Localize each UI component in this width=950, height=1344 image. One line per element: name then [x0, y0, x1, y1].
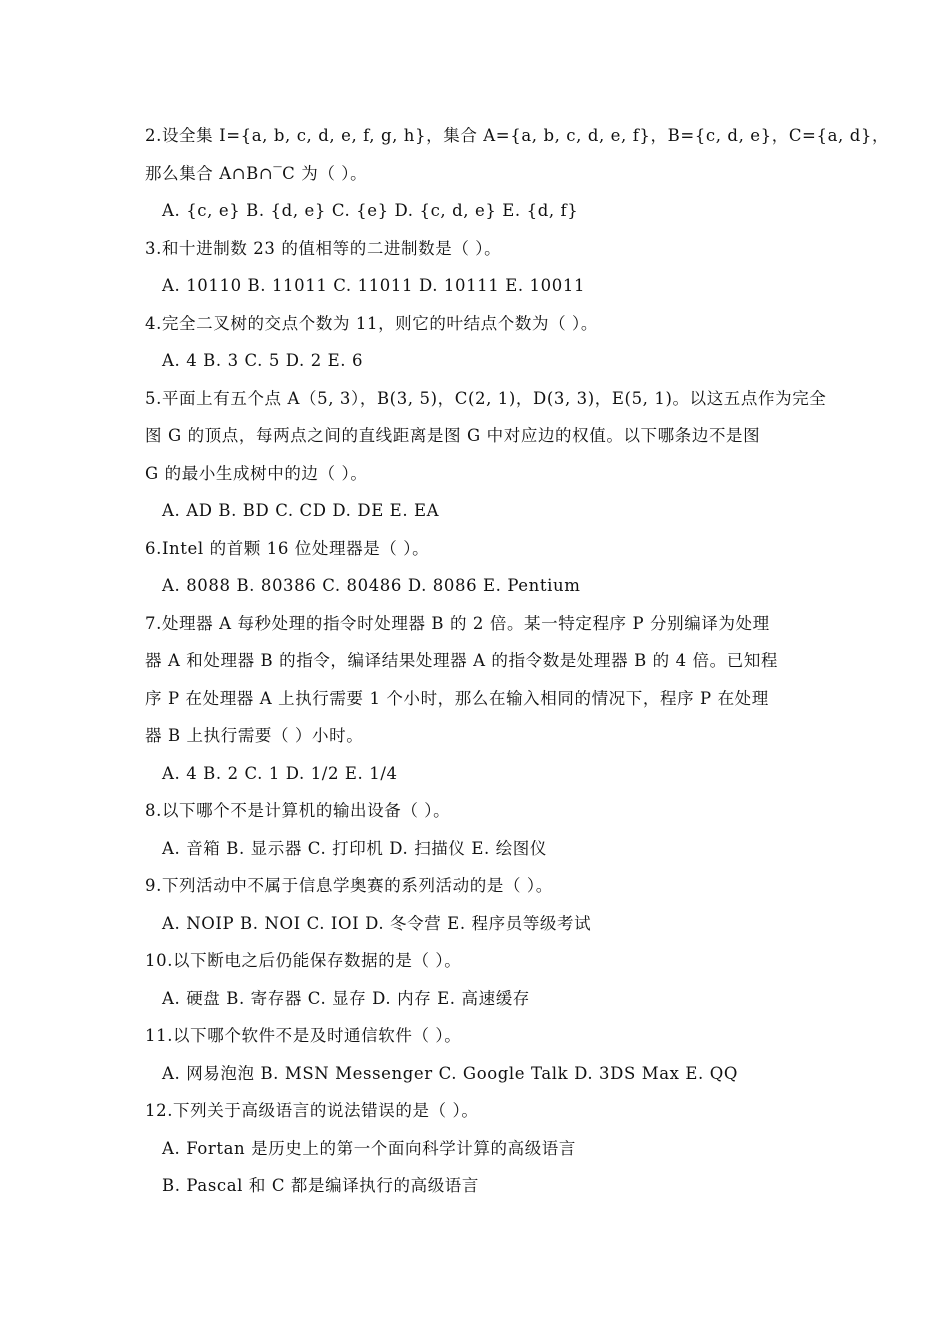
q2-options: A. {c, e} B. {d, e} C. {e} D. {c, d, e} E. {d, f}: [162, 201, 579, 220]
q5-options: A. AD B. BD C. CD D. DE E. EA: [162, 501, 440, 520]
question-list: [145, 117, 890, 1205]
q9-options: A. NOIP B. NOI C. IOI D. 冬令营 E. 程序员等级考试: [162, 913, 592, 933]
q2-line-1: 2.设全集 I={a, b, c, d, e, f, g, h}，集合 A={a, b, c, d, e, f}，B={c, d, e}，C={a, d}，: [145, 126, 890, 145]
q7-line-4: 器 B 上执行需要（ ）小时。: [145, 726, 364, 745]
q4-options: A. 4 B. 3 C. 5 D. 2 E. 6: [162, 351, 364, 370]
q9-line-1: 9.下列活动中不属于信息学奥赛的系列活动的是（ ）。: [145, 876, 553, 895]
q3-line-1: 3.和十进制数 23 的值相等的二进制数是（ ）。: [145, 238, 502, 258]
q12-line-1: 12.下列关于高级语言的说法错误的是（ ）。: [145, 1101, 479, 1120]
q5-line-2: 图 G 的顶点，每两点之间的直线距离是图 G 中对应边的权值。以下哪条边不是图: [145, 426, 761, 445]
q10-line-1: 10.以下断电之后仍能保存数据的是（ ）。: [145, 951, 462, 970]
q12-option-a: A. Fortan 是历史上的第一个面向科学计算的高级语言: [162, 1138, 577, 1158]
q2-line-2: 那么集合 A∩B∩‾C 为（ ）。: [145, 163, 368, 183]
q11-options: A. 网易泡泡 B. MSN Messenger C. Google Talk D. 3DS Max E. QQ: [162, 1063, 738, 1083]
q7-options: A. 4 B. 2 C. 1 D. 1/2 E. 1/4: [162, 763, 398, 783]
q8-line-1: 8.以下哪个不是计算机的输出设备（ ）。: [145, 801, 451, 820]
q6-line-1: 6.Intel 的首颗 16 位处理器是（ ）。: [145, 538, 430, 558]
q7-line-2: 器 A 和处理器 B 的指令，编译结果处理器 A 的指令数是处理器 B 的 4 倍。已知程: [145, 651, 779, 670]
q12-option-b: B. Pascal 和 C 都是编译执行的高级语言: [162, 1176, 479, 1195]
q7-line-3: 序 P 在处理器 A 上执行需要 1 个小时，那么在输入相同的情况下，程序 P 在处理: [145, 688, 769, 708]
q11-line-1: 11.以下哪个软件不是及时通信软件（ ）。: [145, 1026, 462, 1045]
q5-line-3: G 的最小生成树中的边（ ）。: [145, 463, 368, 483]
q6-options: A. 8088 B. 80386 C. 80486 D. 8086 E. Pentium: [162, 576, 581, 595]
q3-options: A. 10110 B. 11011 C. 11011 D. 10111 E. 10011: [162, 276, 586, 295]
q4-line-1: 4.完全二叉树的交点个数为 11，则它的叶结点个数为（ ）。: [145, 313, 598, 333]
q5-line-1: 5.平面上有五个点 A（5, 3），B(3, 5)，C(2, 1)，D(3, 3)，E(5, 1)。以这五点作为完全: [145, 388, 827, 408]
q10-options: A. 硬盘 B. 寄存器 C. 显存 D. 内存 E. 高速缓存: [162, 988, 530, 1008]
q8-options: A. 音箱 B. 显示器 C. 打印机 D. 扫描仪 E. 绘图仪: [162, 838, 547, 858]
q7-line-1: 7.处理器 A 每秒处理的指令时处理器 B 的 2 倍。某一特定程序 P 分别编译为处理: [145, 613, 770, 633]
